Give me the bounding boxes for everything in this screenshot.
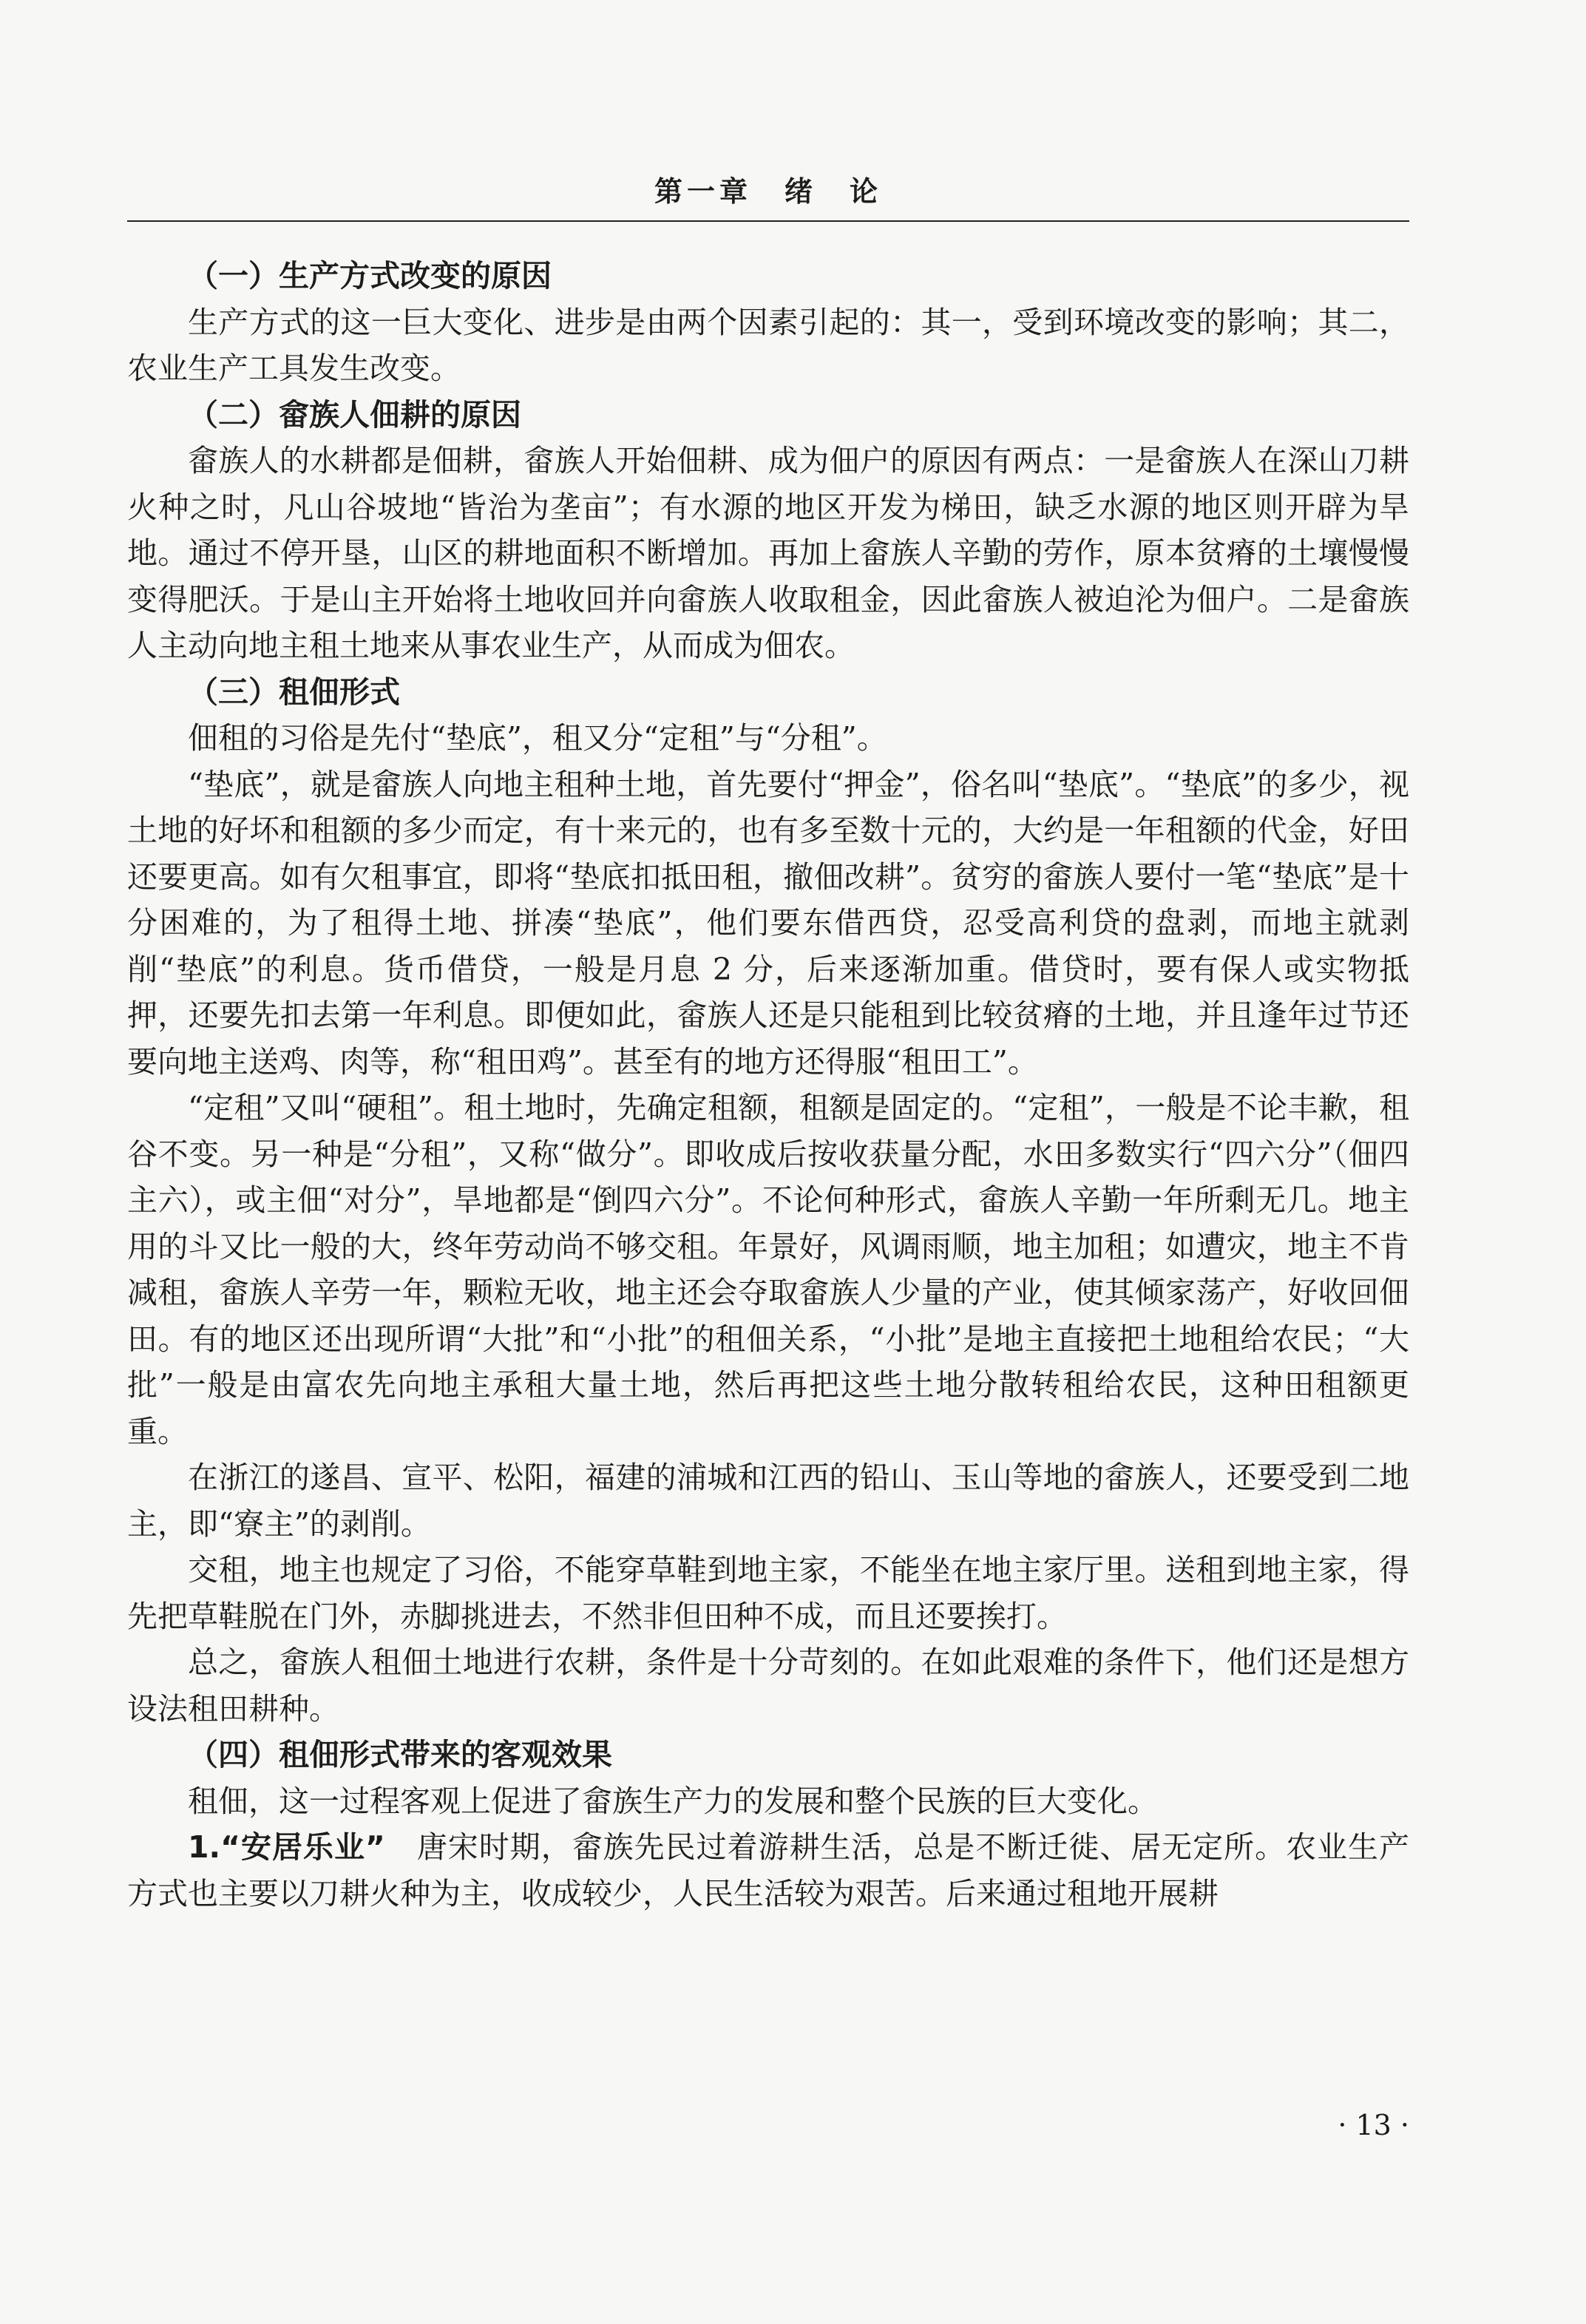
paragraph: 总之，畲族人租佃土地进行农耕，条件是十分苛刻的。在如此艰难的条件下，他们还是想方设法租田耕种。 <box>127 1644 1409 1727</box>
header-rule <box>127 220 1409 222</box>
header-chapter: 第一章 <box>654 175 752 208</box>
paragraph: 畲族人的水耕都是佃耕，畲族人开始佃耕、成为佃户的原因有两点：一是畲族人在深山刀耕火种之时，凡山谷坡地“皆治为垄亩”；有水源的地区开发为梯田，缺乏水源的地区则开辟为旱地。通过不停开垦，山区的耕地面积不断增加。再加上畲族人辛勤的劳作，原本贫瘠的土壤慢慢变得肥沃。于是山主开始将土地收回并向畲族人收取租金，因此畲族人被迫沦为佃户。二是畲族人主动向地主租土地来从事农业生产，从而成为佃农。 <box>127 443 1409 663</box>
section-heading-4: （四）租佃形式带来的客观效果 <box>188 1737 612 1772</box>
paragraph: “垫底”，就是畲族人向地主租种土地，首先要付“押金”，俗名叫“垫底”。“垫底”的多少，视土地的好坏和租额的多少而定，有十来元的，也有多至数十元的，大约是一年租额的代金，好田还要更高。如有欠租事宜，即将“垫底扣抵田租，撤佃改耕”。贫穷的畲族人要付一笔“垫底”是十分困难的，为了租得土地、拼凑“垫底”，他们要东借西贷，忍受高利贷的盘剥，而地主就剥削“垫底”的利息。货币借贷，一般是月息 2 分，后来逐渐加重。借贷时，要有保人或实物抵押，还要先扣去第一年利息。即便如此，畲族人还是只能租到比较贫瘠的土地，并且逢年过节还要向地主送鸡、肉等，称“租田鸡”。甚至有的地方还得服“租田工”。 <box>127 766 1409 1080</box>
paragraph: “定租”又叫“硬租”。租土地时，先确定租额，租额是固定的。“定租”，一般是不论丰歉，租谷不变。另一种是“分租”，又称“做分”。即收成后按收获量分配，水田多数实行“四六分”（佃四主六），或主佃“对分”，旱地都是“倒四六分”。不论何种形式，畲族人辛勤一年所剩无几。地主用的斗又比一般的大，终年劳动尚不够交租。年景好，风调雨顺，地主加租；如遭灾，地主不肯减租，畲族人辛劳一年，颗粒无收，地主还会夺取畲族人少量的产业，使其倾家荡产，好收回佃田。有的地区还出现所谓“大批”和“小批”的租佃关系，“小批”是地主直接把土地租给农民；“大批”一般是由富农先向地主承租大量土地，然后再把这些土地分散转租给农民，这种田租额更重。 <box>127 1090 1409 1449</box>
header-title-char-2: 论 <box>850 175 883 208</box>
section-heading-2: （二）畲族人佃耕的原因 <box>188 396 521 433</box>
paragraph: 生产方式的这一巨大变化、进步是由两个因素引起的：其一，受到环境改变的影响；其二，农业生产工具发生改变。 <box>127 304 1409 386</box>
section-heading-3: （三）租佃形式 <box>188 674 400 710</box>
section-heading-1: （一）生产方式改变的原因 <box>188 258 552 294</box>
paragraph-with-lead <box>127 1824 1409 1917</box>
page-number: · 13 · <box>1338 2109 1409 2141</box>
paragraph: 交租，地主也规定了习俗，不能穿草鞋到地主家，不能坐在地主家厅里。送租到地主家，得先把草鞋脱在门外，赤脚挑进去，不然非但田种不成，而且还要挨打。 <box>127 1552 1409 1634</box>
paragraph: 租佃，这一过程客观上促进了畲族生产力的发展和整个民族的巨大变化。 <box>188 1783 1158 1819</box>
subsection-lead: 1.“安居乐业” <box>188 1829 385 1865</box>
page-body <box>127 253 1409 1917</box>
header-title-char-1: 绪 <box>784 175 817 208</box>
running-header <box>127 169 1409 220</box>
paragraph: 在浙江的遂昌、宣平、松阳，福建的浦城和江西的铅山、玉山等地的畲族人，还要受到二地主，即“寮主”的剥削。 <box>127 1460 1409 1542</box>
subsection-body: 唐宋时期，畲族先民过着游耕生活，总是不断迁徙、居无定所。农业生产方式也主要以刀耕火种为主，收成较少，人民生活较为艰苦。后来通过租地开展耕 <box>127 1829 1410 1911</box>
paragraph: 佃租的习俗是先付“垫底”，租又分“定租”与“分租”。 <box>188 720 887 756</box>
